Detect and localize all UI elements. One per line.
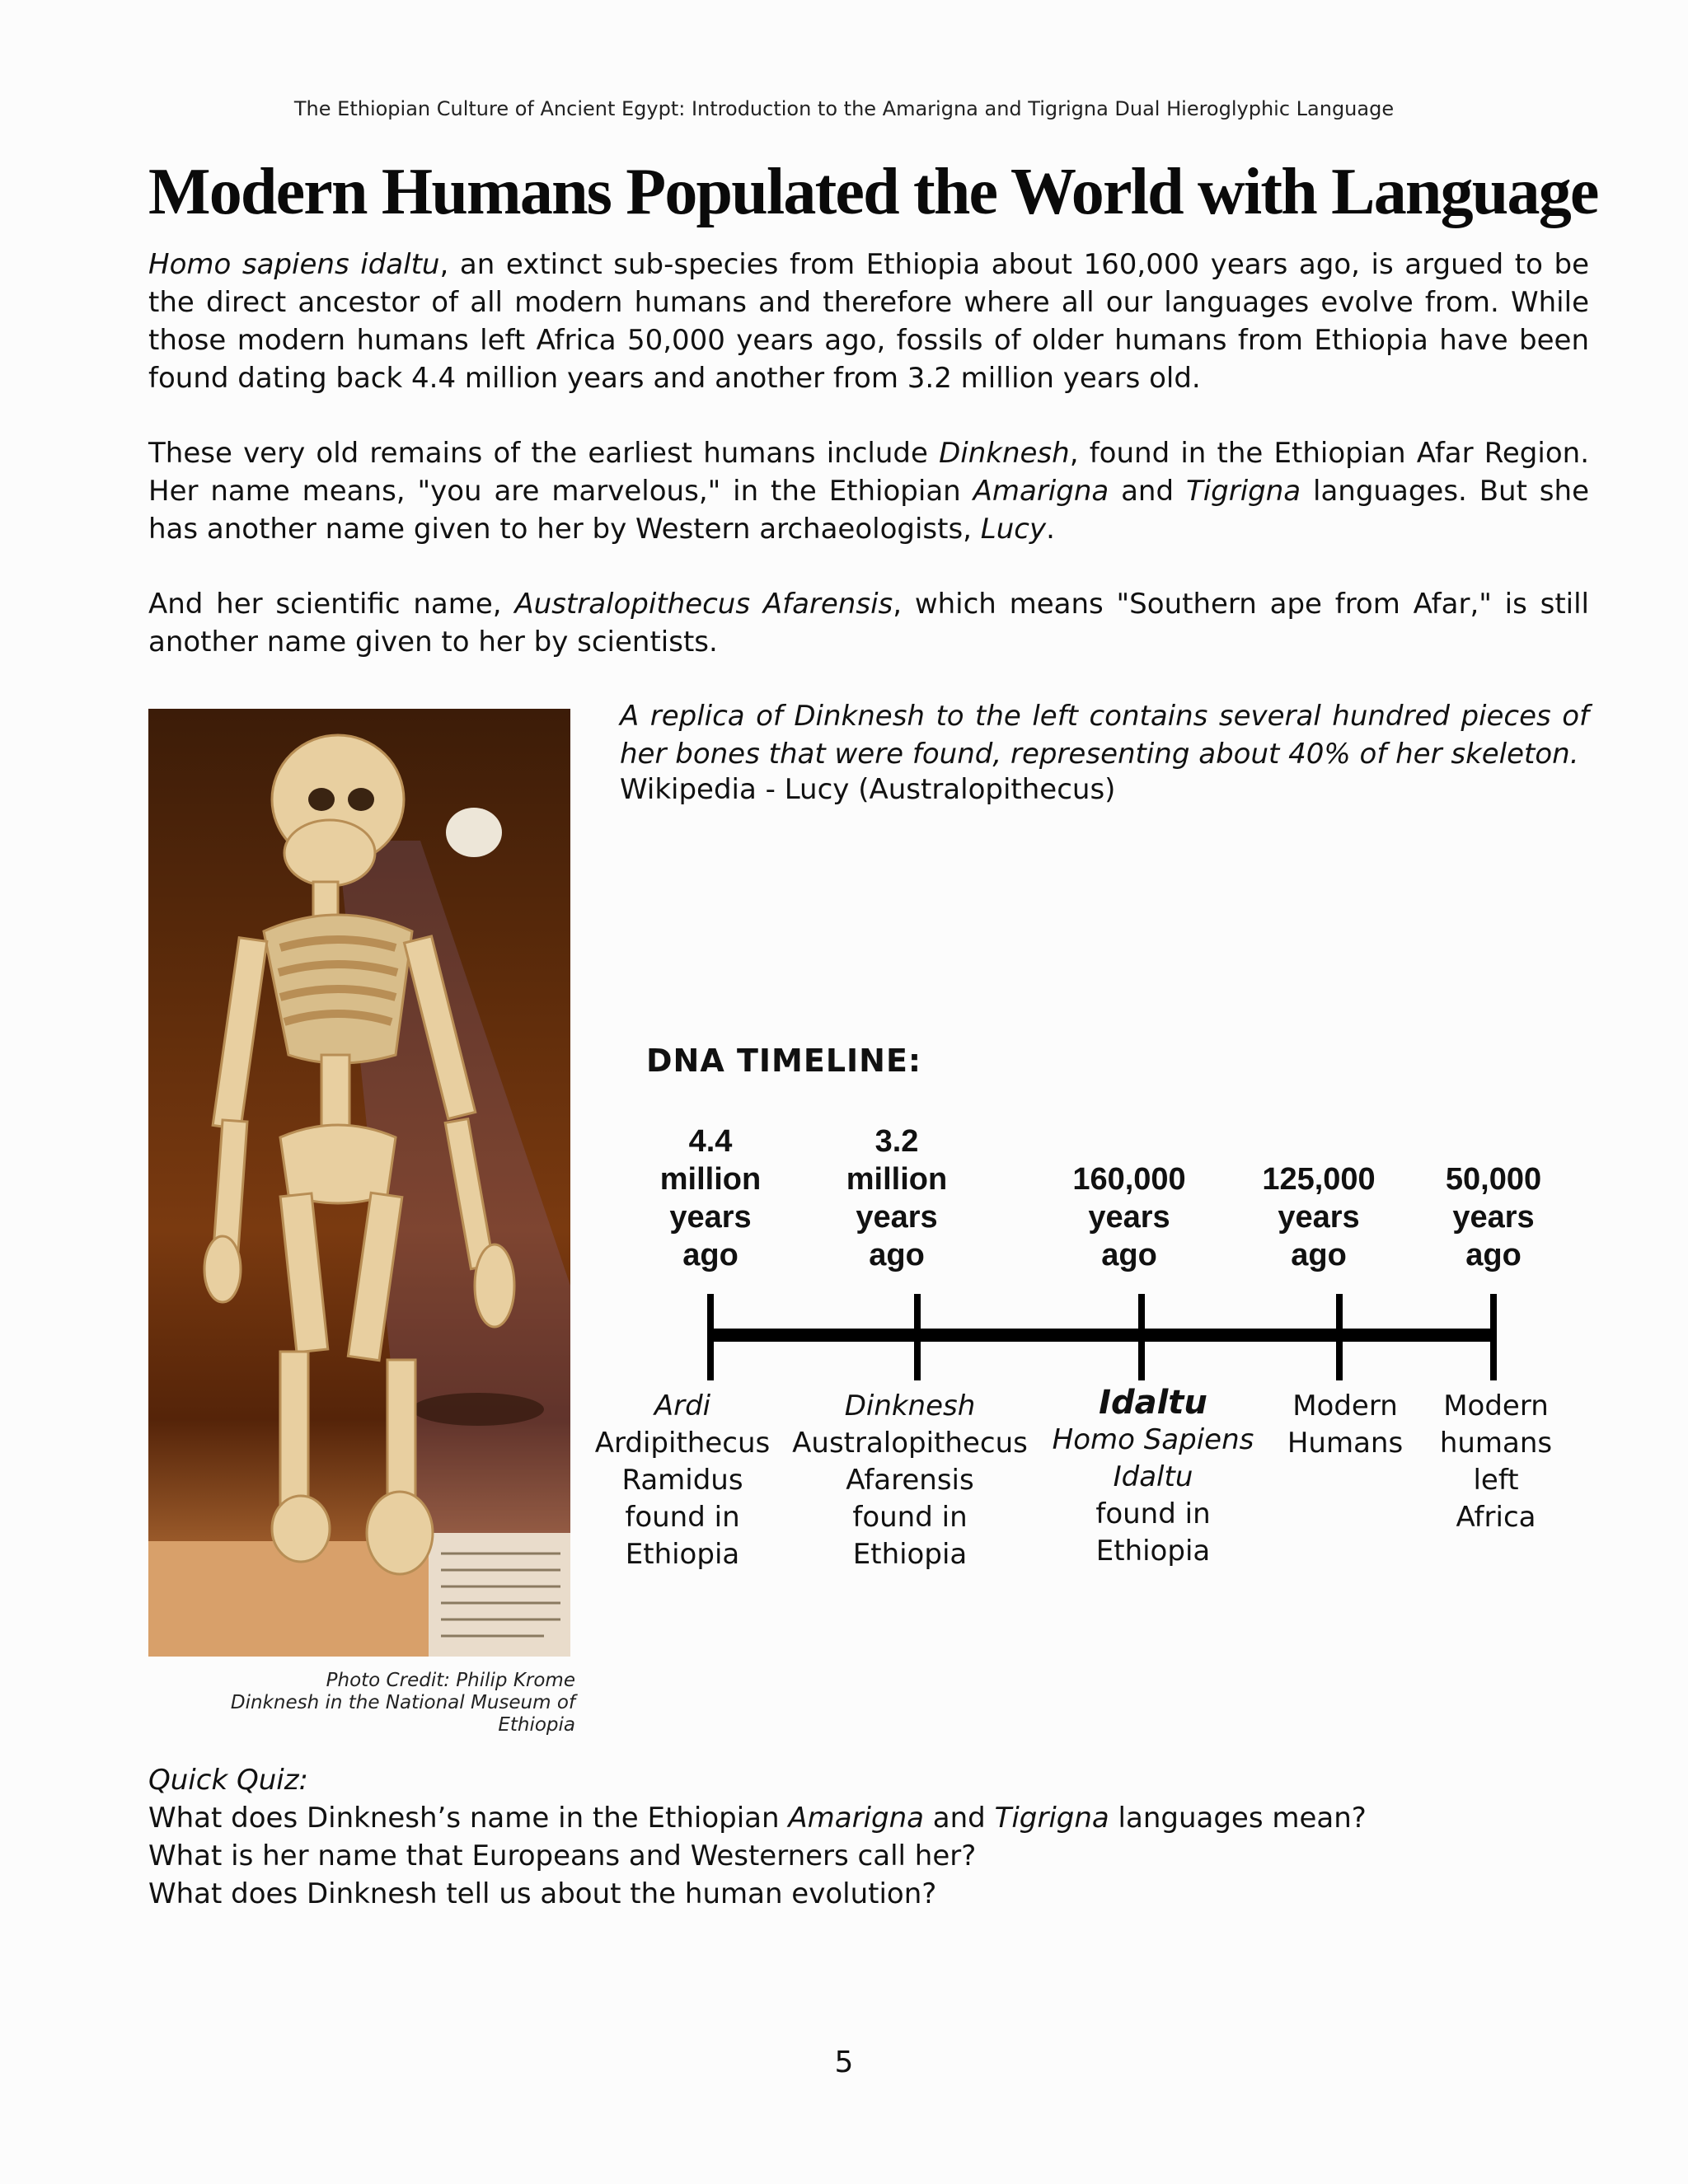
event-name: Idaltu (1099, 1384, 1207, 1422)
event-detail: found in (852, 1501, 968, 1534)
italic-term: Australopithecus Afarensis (514, 588, 893, 621)
event-name: Dinknesh (844, 1390, 976, 1422)
event-detail: Idaltu (1113, 1460, 1193, 1493)
paragraph-text: and (1109, 475, 1186, 508)
italic-term: Homo sapiens idaltu (148, 248, 440, 281)
timeline-title: DNA TIMELINE: (646, 1043, 922, 1079)
timeline-event-modern-humans (1268, 1388, 1423, 1462)
quiz-question-1 (148, 1802, 1367, 1835)
event-name: Ardi (654, 1390, 711, 1422)
event-detail: Africa (1456, 1501, 1536, 1534)
event-detail: Ramidus (621, 1464, 743, 1497)
italic-term: Tigrigna (1185, 475, 1301, 508)
italic-term: Lucy (980, 513, 1047, 546)
event-detail: Humans (1287, 1427, 1404, 1460)
italic-term: Amarigna (788, 1802, 924, 1835)
quiz-question-3: What does Dinknesh tell us about the human evolution? (148, 1877, 937, 1910)
running-header: The Ethiopian Culture of Ancient Egypt: Introduction to the Amarigna and Tigrigna Dual Hieroglyphic Language (293, 97, 1395, 120)
timeline-event-idaltu (1042, 1385, 1264, 1570)
paragraph-text: , an extinct sub-species from Ethiopia about 160,000 years ago, is argued to be the direct ancestor of all modern humans and therefore where all our languages evolve from. While those modern humans left Africa 50,000 years ago, fossils of older humans from Ethiopia have been found dating back 4.4 million years and another from 3.2 million years old. (148, 248, 1590, 395)
paragraph-text: . (1046, 513, 1055, 546)
timeline-time-idaltu: 160,000 years ago (1072, 1162, 1186, 1272)
timeline-time-modern-humans: 125,000 years ago (1262, 1162, 1376, 1272)
event-detail: Homo Sapiens (1052, 1423, 1254, 1456)
page-title: Modern Humans Populated the World with Language (148, 156, 1598, 228)
timeline-time-out-of-africa: 50,000 years ago (1445, 1162, 1542, 1272)
paragraph-text: And her scientific name, (148, 588, 515, 621)
page-number: 5 (834, 2046, 854, 2079)
timeline-time-dinknesh: 3.2 million years ago (846, 1124, 948, 1272)
caption-italic-text: A replica of Dinknesh to the left contains several hundred pieces of her bones that were found, representing about 40% of her skeleton. (620, 700, 1589, 771)
quiz-title: Quick Quiz: (148, 1764, 309, 1797)
photo-credit: Photo Credit: Philip Krome (326, 1670, 575, 1691)
paragraph-text: , which means "Southern ape from Afar," is still another name given to her by scientists. (148, 588, 1589, 658)
caption-source: Wikipedia - Lucy (Australopithecus) (620, 773, 1116, 806)
quiz-question-2: What is her name that Europeans and Westerners call her? (148, 1840, 977, 1872)
timeline-event-dinknesh (790, 1388, 1030, 1573)
paragraph-text: languages. But she has another name given to her by Western archaeologists, (148, 475, 1589, 546)
event-detail: Australopithecus (792, 1427, 1028, 1460)
event-name: Modern (1443, 1390, 1549, 1422)
italic-term: Tigrigna (994, 1802, 1109, 1835)
italic-term: Dinknesh (939, 437, 1070, 470)
event-name: Modern (1292, 1390, 1398, 1422)
quiz-text: languages mean? (1109, 1802, 1367, 1835)
timeline-time-ardi: 4.4 million years ago (659, 1124, 762, 1272)
event-detail: Ardipithecus (594, 1427, 771, 1460)
event-detail: Ethiopia (625, 1538, 740, 1571)
event-detail: left (1473, 1464, 1519, 1497)
quiz-text: What does Dinknesh’s name in the Ethiopian (148, 1802, 789, 1835)
event-detail: Ethiopia (1095, 1535, 1211, 1568)
paragraph-text: , found in the Ethiopian Afar Region. Her name means, "you are marvelous," in the Ethiopian (148, 437, 1589, 508)
event-detail: humans (1439, 1427, 1553, 1460)
event-detail: Ethiopia (852, 1538, 968, 1571)
timeline-event-ardi (587, 1388, 778, 1573)
event-detail: Afarensis (846, 1464, 974, 1497)
quiz-text: and (923, 1802, 995, 1835)
event-detail: found in (625, 1501, 740, 1534)
event-detail: found in (1095, 1497, 1211, 1530)
italic-term: Amarigna (973, 475, 1109, 508)
timeline-event-left-africa (1418, 1388, 1574, 1536)
photo-caption: Dinknesh in the National Museum of Ethiopia (230, 1692, 575, 1736)
paragraph-text: These very old remains of the earliest humans include (148, 437, 940, 470)
